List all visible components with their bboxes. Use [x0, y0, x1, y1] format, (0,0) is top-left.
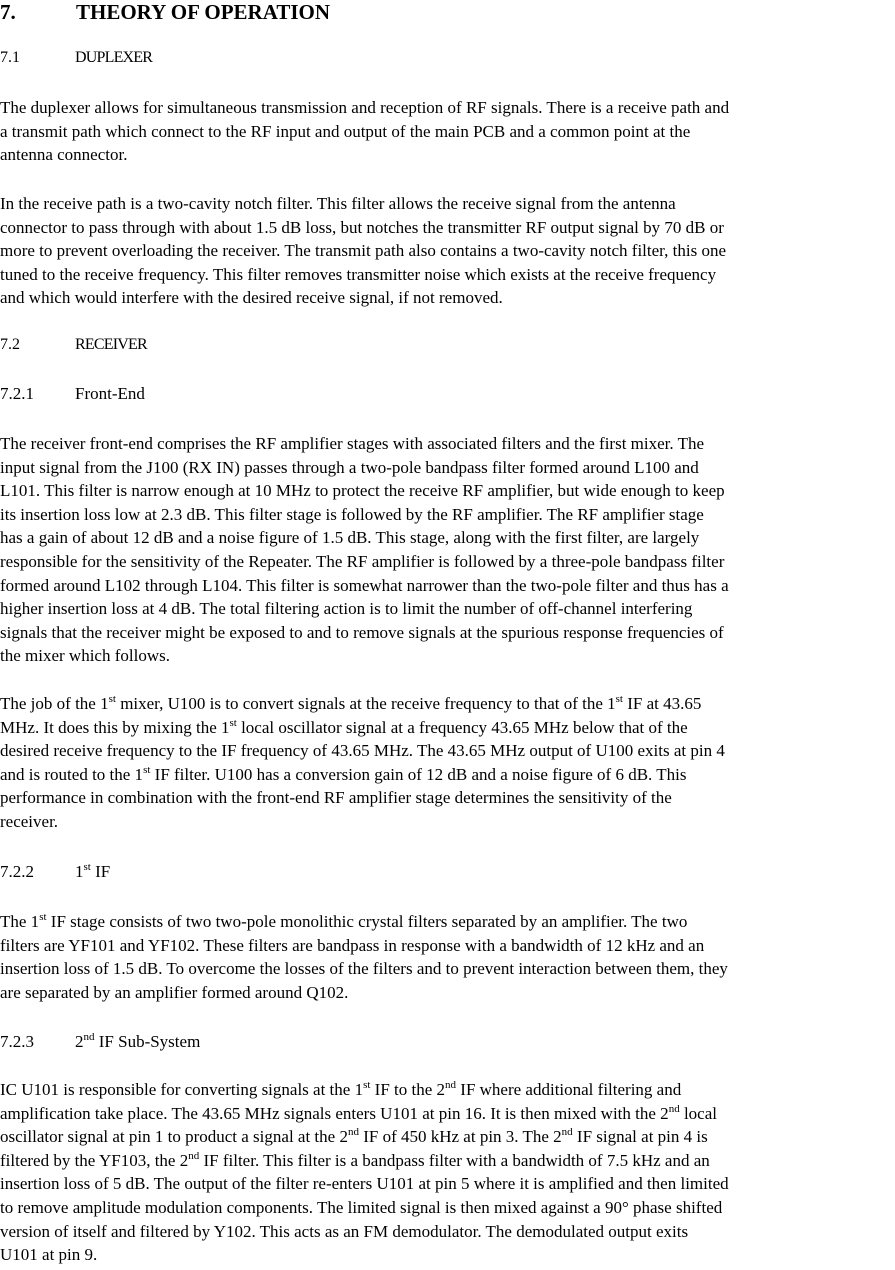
- paragraph-receive-path: [0, 192, 895, 310]
- paragraph-duplexer-intro: [0, 96, 895, 167]
- text-line: MHz. It does this by mixing the 1st local oscillator signal at a frequency 43.65 MHz below that of the: [0, 716, 688, 737]
- text-line: L101. This filter is narrow enough at 10 MHz to protect the receive RF amplifier, but wide enough to keep: [0, 481, 725, 501]
- section-number: 7.: [0, 0, 16, 24]
- text-line: In the receive path is a two-cavity notch filter. This filter allows the receive signal from the antenna: [0, 194, 676, 213]
- text-line: formed around L102 through L104. This filter is somewhat narrower than the two-pole filter and thus has a: [0, 575, 729, 595]
- text-line: version of itself and filtered by Y102. This acts as an FM demodulator. The demodulated output exits: [0, 1221, 689, 1241]
- subsubsection-number: 7.2.1: [0, 384, 34, 403]
- paragraph-first-mixer: [0, 692, 895, 834]
- section-title: THEORY OF OPERATION: [76, 0, 330, 24]
- subsubsection-heading-first-if: [0, 862, 110, 882]
- subsection-title: RECEIVER: [75, 336, 147, 353]
- paragraph-front-end: [0, 432, 895, 668]
- text-line: more to prevent overloading the receiver. The transmit path also contains a two-cavity notch filter, this one: [0, 241, 727, 261]
- text-line: connector to pass through with about 1.5 dB loss, but notches the transmitter RF output signal by 70 dB or: [0, 217, 724, 237]
- subsection-number: 7.2: [0, 336, 20, 353]
- paragraph-first-if: [0, 910, 895, 1004]
- text-line: and is routed to the 1st IF filter. U100 has a conversion gain of 12 dB and a noise figure of 6 dB. This: [0, 763, 687, 784]
- text-line: the mixer which follows.: [0, 646, 170, 666]
- subsection-heading-receiver: [0, 336, 147, 354]
- text-line: antenna connector.: [0, 145, 128, 165]
- subsubsection-heading-second-if: [0, 1032, 200, 1052]
- text-line: to remove amplitude modulation components. The limited signal is then mixed against a 90° phase shifted: [0, 1197, 723, 1217]
- paragraph-second-if: [0, 1078, 895, 1267]
- text-line: The job of the 1st mixer, U100 is to convert signals at the receive frequency to that of the 1st IF at 43.65: [0, 693, 702, 713]
- subsubsection-title: 1st IF: [75, 861, 111, 881]
- text-line: performance in combination with the front-end RF amplifier stage determines the sensitivity of the: [0, 788, 672, 808]
- text-line: its insertion loss low at 2.3 dB. This filter stage is followed by the RF amplifier. The RF amplifier stage: [0, 504, 704, 524]
- subsection-heading-duplexer: [0, 49, 152, 67]
- subsection-number: 7.1: [0, 49, 20, 66]
- section-heading: [0, 0, 330, 25]
- text-line: The 1st IF stage consists of two two-pole monolithic crystal filters separated by an amplifier. The two: [0, 911, 688, 931]
- subsubsection-title: Front-End: [75, 384, 145, 403]
- text-line: are separated by an amplifier formed around Q102.: [0, 982, 349, 1002]
- subsubsection-title: 2nd IF Sub-System: [75, 1031, 201, 1051]
- text-line: tuned to the receive frequency. This filter removes transmitter noise which exists at the receive frequency: [0, 264, 717, 284]
- text-line: higher insertion loss at 4 dB. The total filtering action is to limit the number of off-channel interfering: [0, 599, 693, 619]
- text-line: U101 at pin 9.: [0, 1245, 98, 1265]
- text-line: insertion loss of 5 dB. The output of the filter re-enters U101 at pin 5 where it is amplified and then limited: [0, 1174, 729, 1194]
- text-line: amplification take place. The 43.65 MHz signals enters U101 at pin 16. It is then mixed with the 2nd local: [0, 1102, 717, 1123]
- subsubsection-heading-front-end: [0, 384, 145, 404]
- text-line: a transmit path which connect to the RF input and output of the main PCB and a common point at the: [0, 121, 691, 141]
- text-line: and which would interfere with the desired receive signal, if not removed.: [0, 288, 503, 308]
- subsection-title: DUPLEXER: [75, 49, 153, 66]
- text-line: insertion loss of 1.5 dB. To overcome the losses of the filters and to prevent interaction between them, they: [0, 959, 728, 979]
- text-line: filtered by the YF103, the 2nd IF filter. This filter is a bandpass filter with a bandwidth of 7.5 kHz and an: [0, 1149, 710, 1170]
- text-line: has a gain of about 12 dB and a noise figure of 1.5 dB. This stage, along with the first filter, are largely: [0, 528, 700, 548]
- text-line: signals that the receiver might be exposed to and to remove signals at the spurious response frequencies of: [0, 622, 724, 642]
- text-line: IC U101 is responsible for converting signals at the 1st IF to the 2nd IF where additional filtering and: [0, 1079, 682, 1099]
- text-line: input signal from the J100 (RX IN) passes through a two-pole bandpass filter formed around L100 and: [0, 457, 699, 477]
- text-line: oscillator signal at pin 1 to product a signal at the 2nd IF of 450 kHz at pin 3. The 2nd IF signal at pin 4 is: [0, 1126, 708, 1147]
- text-line: The receiver front-end comprises the RF amplifier stages with associated filters and the first mixer. The: [0, 434, 705, 453]
- text-line: The duplexer allows for simultaneous transmission and reception of RF signals. There is a receive path and: [0, 98, 730, 117]
- text-line: filters are YF101 and YF102. These filters are bandpass in response with a bandwidth of 12 kHz and an: [0, 935, 705, 955]
- subsubsection-number: 7.2.2: [0, 862, 34, 881]
- text-line: receiver.: [0, 811, 59, 831]
- text-line: desired receive frequency to the IF frequency of 43.65 MHz. The 43.65 MHz output of U100 exits at pin 4: [0, 741, 725, 761]
- text-line: responsible for the sensitivity of the Repeater. The RF amplifier is followed by a three-pole bandpass filter: [0, 551, 725, 571]
- subsubsection-number: 7.2.3: [0, 1032, 34, 1051]
